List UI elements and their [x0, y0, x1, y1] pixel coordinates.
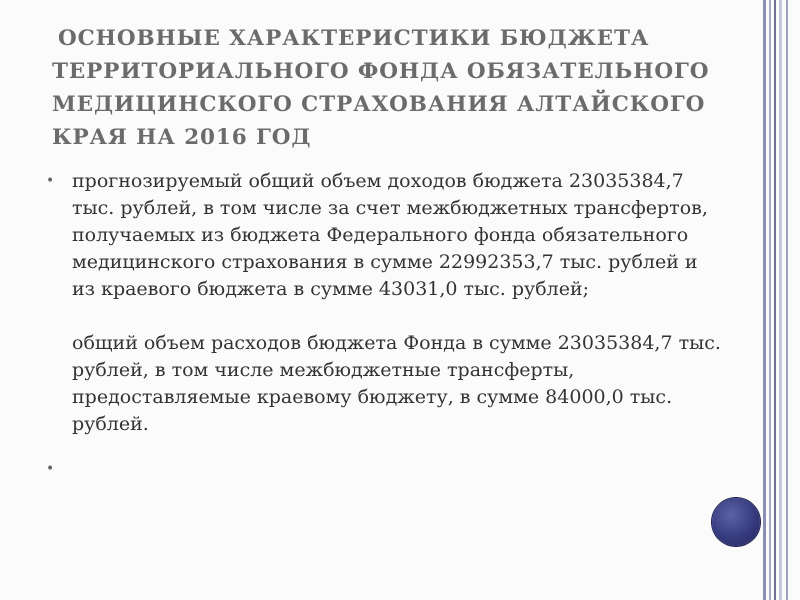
slide-body [46, 168, 726, 483]
empty-bullet-item [46, 456, 726, 483]
decorative-stripe [763, 0, 766, 600]
bullet-icon: • [46, 461, 55, 477]
decorative-stripe [774, 0, 776, 600]
decorative-stripe [786, 0, 788, 600]
slide-title: ОСНОВНЫЕ ХАРАКТЕРИСТИКИ БЮДЖЕТА ТЕРРИТОРИАЛЬНОГО ФОНДА ОБЯЗАТЕЛЬНОГО МЕДИЦИНСКОГО СТРАХОВАНИЯ АЛТАЙСКОГО КРАЯ НА 2016 ГОД [52, 26, 710, 150]
revenue-paragraph: прогнозируемый общий объем доходов бюджета 23035384,7 тыс. рублей, в том числе за счет межбюджетных трансфертов, получаемых из бюджета Федерального фонда обязательного медицинского страхования в сумме 22992353,7 тыс. рублей и из краевого бюджета в сумме 43031,0 тыс. рублей; [72, 170, 708, 300]
bullet-icon: • [46, 173, 55, 189]
bullet-item [46, 168, 726, 438]
decorative-stripe [779, 0, 782, 600]
expenditure-paragraph: общий объем расходов бюджета Фонда в сумме 23035384,7 тыс. рублей, в том числе межбюджетные трансферты, предоставляемые краевому бюджету, в сумме 84000,0 тыс. рублей. [72, 332, 721, 435]
decorative-stripe [769, 0, 771, 600]
decorative-circle [712, 498, 760, 546]
